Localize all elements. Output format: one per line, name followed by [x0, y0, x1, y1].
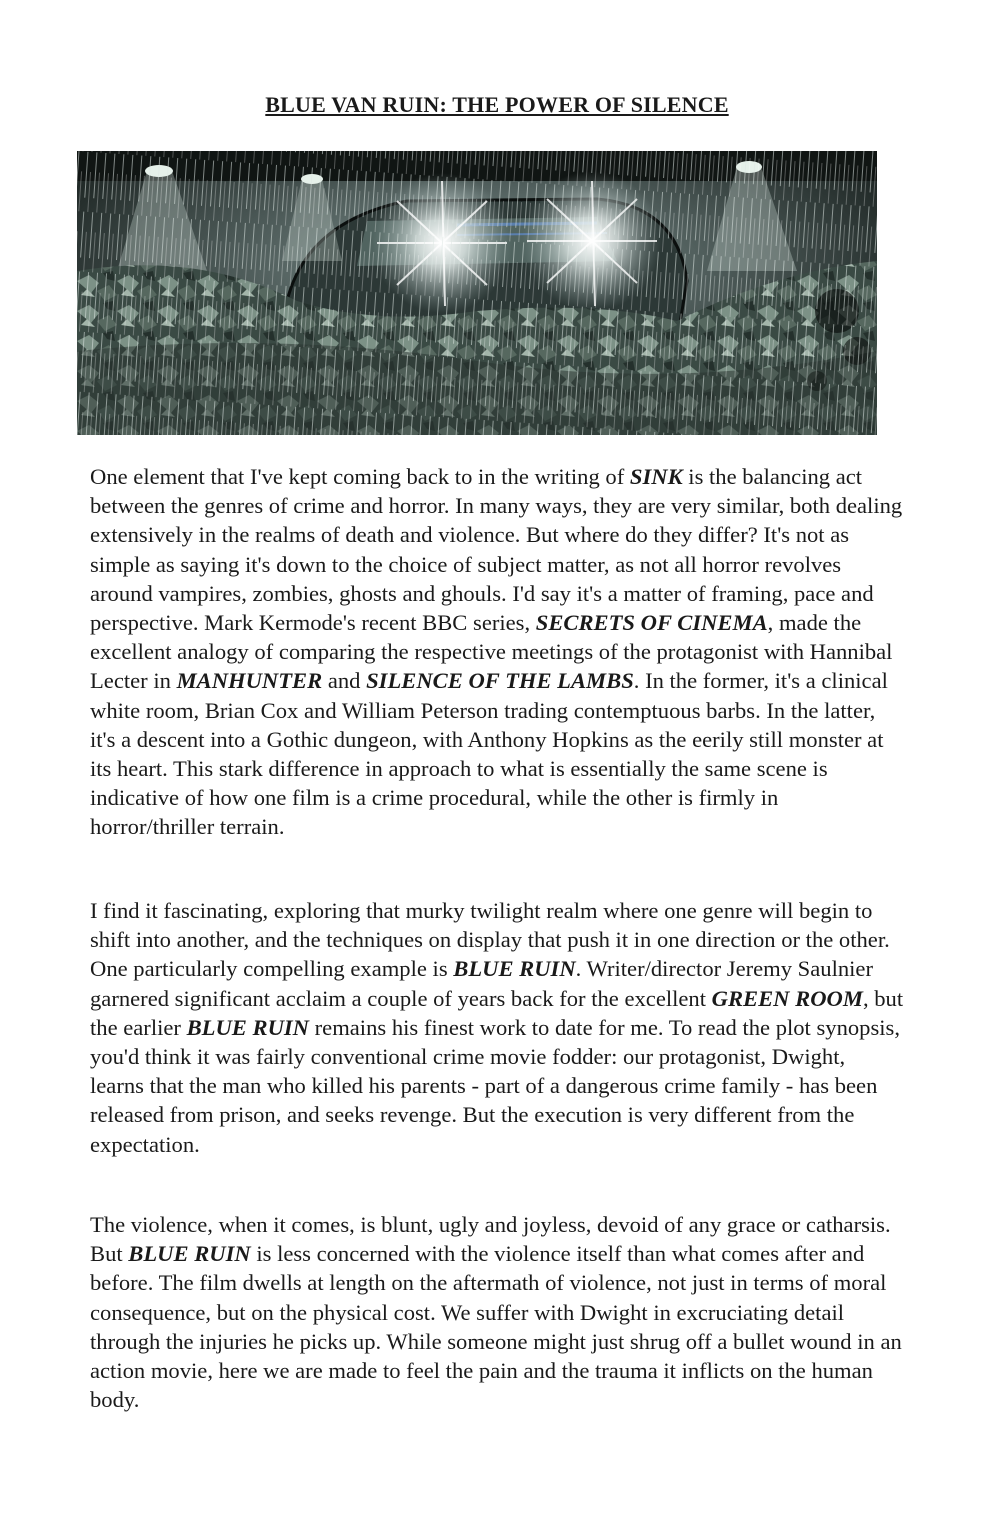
- paragraph-text: is less concerned with the violence itself than what comes after and before. The film dwells at length on the aftermath of violence, not just in terms of moral consequence, but on the physical cost. We suffer with Dwight in excruciating detail through the injuries he picks up. While someone might just shrug off a bullet wound in an action movie, here we are made to feel the pain and the trauma it inflicts on the human body.: [90, 1241, 902, 1413]
- film-title: BLUE RUIN: [453, 956, 576, 982]
- paragraph-text: remains his finest work to date for me. To read the plot synopsis, you'd think it was fairly conventional crime movie fodder: our protagonist, Dwight, learns that the man who killed his parents - part of a dangerous crime family - has been released from prison, and seeks revenge. But the execution is very different from the expectation.: [90, 1014, 900, 1157]
- paragraph-text: The violence, when it comes, is blunt, ugly and joyless, devoid of any grace or catharsis. But: [90, 1212, 891, 1267]
- paragraph-text: One element that I've kept coming back to in the writing of: [90, 464, 630, 489]
- body-paragraph-3: [90, 1210, 904, 1414]
- film-title: SILENCE OF THE LAMBS: [366, 668, 634, 694]
- film-title: BLUE RUIN: [128, 1241, 251, 1267]
- comic-panel-rainy-van-headlights-image: [77, 151, 877, 435]
- article-title: BLUE VAN RUIN: THE POWER OF SILENCE: [265, 92, 729, 117]
- paragraph-text: and: [322, 668, 367, 694]
- paragraph-text: , made the excellent analogy of comparing the respective meetings of the protagonist with Hannibal Lecter in: [90, 610, 893, 694]
- body-paragraph-1: [90, 462, 904, 842]
- film-title: GREEN ROOM: [711, 985, 863, 1011]
- paragraph-text: , but the earlier: [90, 985, 904, 1040]
- film-title: SECRETS OF CINEMA: [535, 610, 768, 636]
- paragraph-text: . Writer/director Jeremy Saulnier garnered significant acclaim a couple of years back for the excellent: [90, 956, 873, 1011]
- paragraph-text: I find it fascinating, exploring that murky twilight realm where one genre will begin to shift into another, and the techniques on display that push it in one direction or the other. One particularly compelling example is: [90, 898, 890, 982]
- paragraph-text: is the balancing act between the genres of crime and horror. In many ways, they are very similar, both dealing extensively in the realms of death and violence. But where do they differ? It's not as simple as saying it's down to the choice of subject matter, as not all horror revolves around vampires, zombies, ghosts and ghouls. I'd say it's a matter of framing, pace and perspective. Mark Kermode's recent BBC series,: [90, 464, 903, 636]
- body-paragraph-2: [90, 896, 904, 1159]
- film-title: MANHUNTER: [176, 668, 323, 694]
- film-title: SINK: [629, 464, 683, 489]
- film-title: BLUE RUIN: [186, 1014, 309, 1040]
- paragraph-text: . In the former, it's a clinical white room, Brian Cox and William Peterson trading contemptuous barbs. In the latter, it's a descent into a Gothic dungeon, with Anthony Hopkins as the eerily still monster at its heart. This stark difference in approach to what is essentially the same scene is indicative of how one film is a crime procedural, while the other is firmly in horror/thriller terrain.: [90, 668, 888, 840]
